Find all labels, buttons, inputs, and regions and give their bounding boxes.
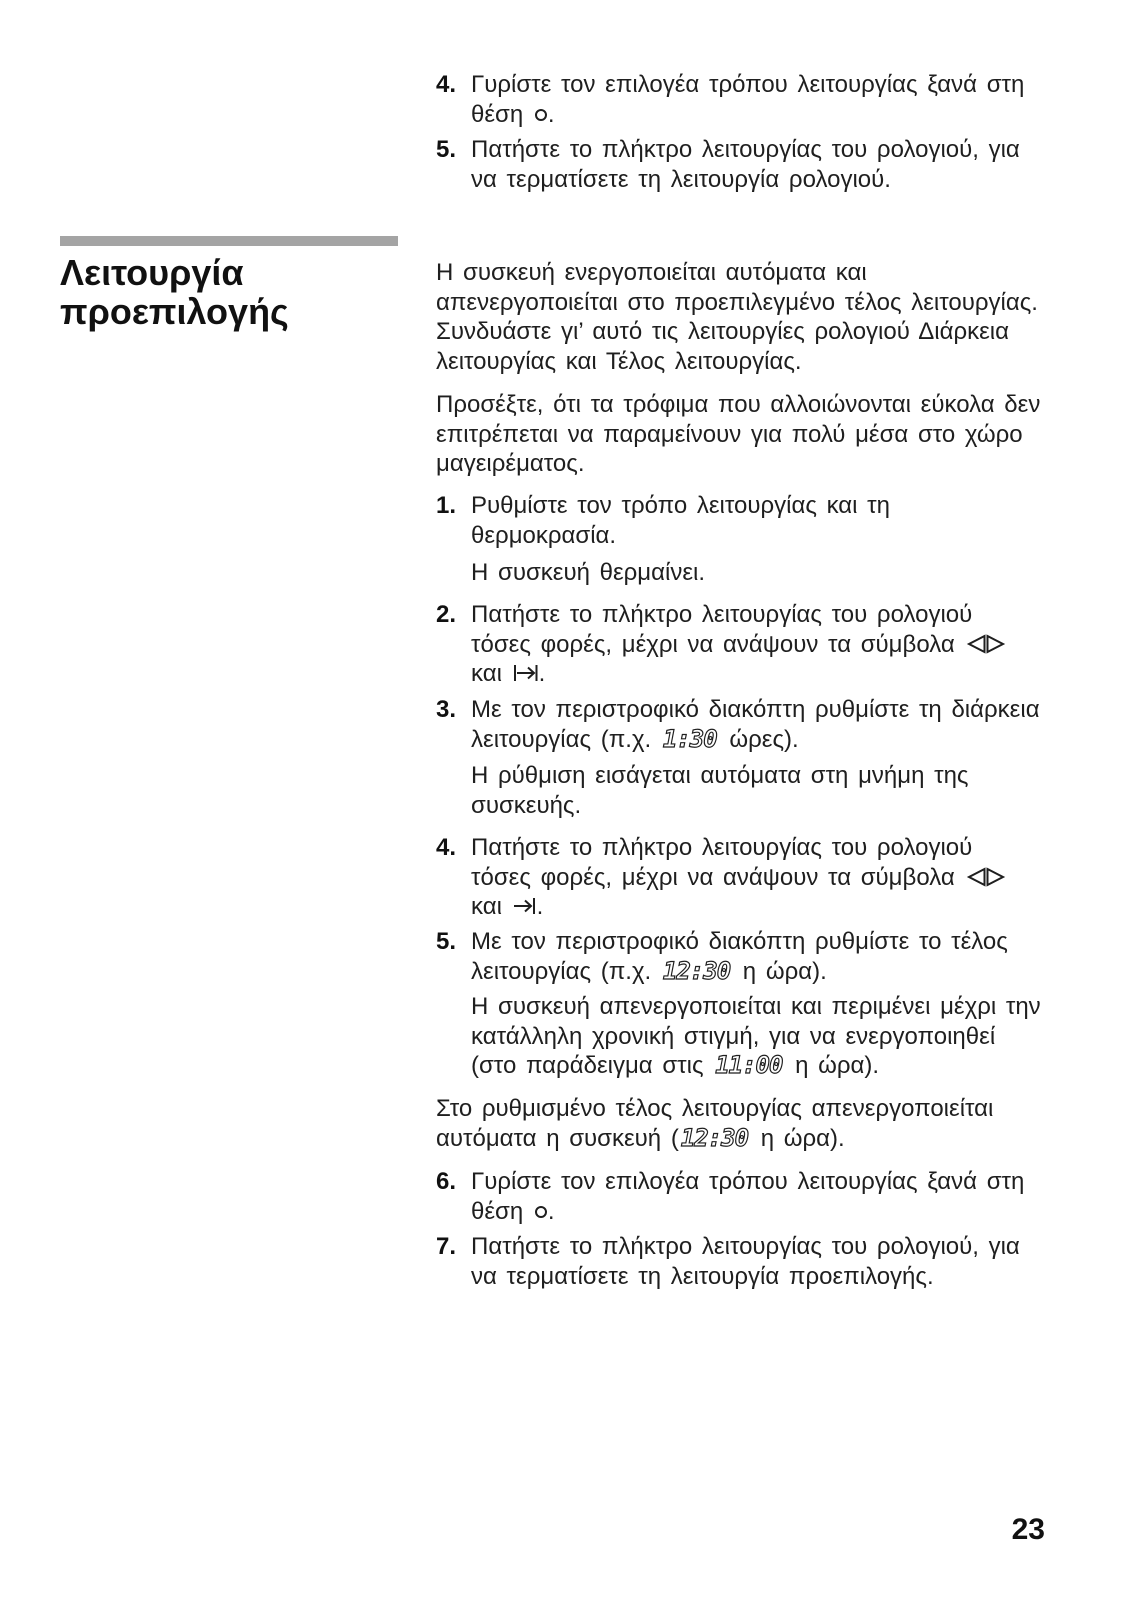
step-text-segment: Πατήστε το πλήκτρο λειτουργίας του ρολογιού τόσες φορές, μέχρι να ανάψουν τα σύμβολα	[471, 834, 973, 891]
section-title	[60, 253, 289, 331]
step-text: Πατήστε το πλήκτρο λειτουργίας του ρολογιού, για να τερματίσετε τη λειτουργία ρολογιού.	[471, 136, 1020, 193]
cooking-time-icon	[513, 663, 539, 683]
step-3-result: Η ρύθμιση εισάγεται αυτόματα στη μνήμη της συσκευής.	[471, 762, 969, 819]
previous-step-5	[436, 135, 1086, 194]
step-number: 5.	[436, 928, 457, 955]
step-text-segment: Με τον περιστροφικό διακόπτη ρυθμίστε τη διάρκεια λειτουργίας (π.χ.	[471, 696, 1040, 753]
step-number: 3.	[436, 696, 457, 723]
step-text	[471, 600, 1086, 689]
step-text	[471, 927, 1086, 986]
step-3	[436, 695, 1086, 754]
display-value: 1:30	[662, 724, 717, 753]
step-text	[471, 833, 1086, 922]
step-text-middle: και	[471, 893, 502, 920]
step-5	[436, 927, 1086, 986]
step-7	[436, 1232, 1086, 1291]
note-text-segment: Στο ρυθμισμένο τέλος λειτουργίας απενεργοποιείται αυτόματα η συσκευή (	[436, 1095, 994, 1152]
display-value: 12:30	[662, 956, 731, 985]
step-number: 4.	[436, 71, 457, 98]
end-time-icon	[513, 896, 537, 916]
step-number: 7.	[436, 1233, 457, 1260]
step-text: Ρυθμίστε τον τρόπο λειτουργίας και τη θερμοκρασία.	[471, 492, 890, 549]
outward-triangles-icon	[966, 634, 1006, 654]
step-2	[436, 600, 1086, 689]
step-5-result	[471, 992, 1086, 1081]
off-position-icon	[534, 1205, 548, 1219]
page-number: 23	[1011, 1513, 1045, 1546]
step-6	[436, 1167, 1086, 1226]
step-text-segment: Πατήστε το πλήκτρο λειτουργίας του ρολογιού τόσες φορές, μέχρι να ανάψουν τα σύμβολα	[471, 601, 973, 658]
step-text-end: .	[536, 893, 544, 920]
display-value: 12:30	[680, 1123, 749, 1152]
step-4	[436, 833, 1086, 922]
section-title-line-1: Λειτουργία	[60, 252, 244, 293]
step-text-segment: Γυρίστε τον επιλογέα τρόπου λειτουργίας ξανά στη θέση	[471, 71, 1025, 128]
step-text-segment: Γυρίστε τον επιλογέα τρόπου λειτουργίας ξανά στη θέση	[471, 1168, 1025, 1225]
step-number: 5.	[436, 136, 457, 163]
step-1	[436, 491, 1086, 550]
step-text-middle: και	[471, 660, 502, 687]
step-text: Πατήστε το πλήκτρο λειτουργίας του ρολογιού, για να τερματίσετε τη λειτουργία προεπιλογής.	[471, 1233, 1020, 1290]
intro-paragraph: Η συσκευή ενεργοποιείται αυτόματα και απενεργοποιείται στο προεπιλεγμένο τέλος λειτουργίας. Συνδυάστε γι’ αυτό τις λειτουργίες ρολογιού Διάρκεια λειτουργίας και Τέλος λειτουργίας.	[436, 259, 1038, 375]
step-number: 6.	[436, 1168, 457, 1195]
step-text-end: .	[538, 660, 546, 687]
step-text-end: ώρες).	[719, 725, 799, 753]
warning-paragraph: Προσέξτε, ότι τα τρόφιμα που αλλοιώνονται εύκολα δεν επιτρέπεται να παραμείνουν για πολύ μέσα στο χώρο μαγειρέματος.	[436, 391, 1041, 477]
off-position-icon	[534, 108, 548, 122]
section-title-line-2: προεπιλογής	[60, 291, 289, 332]
step-1-result: Η συσκευή θερμαίνει.	[471, 559, 706, 586]
step-number: 4.	[436, 834, 457, 861]
outward-triangles-icon	[966, 867, 1006, 887]
note-text-end: η ώρα).	[751, 1124, 845, 1152]
section-divider-bar	[60, 236, 398, 246]
step-text-end: η ώρα).	[733, 957, 827, 985]
display-value: 11:00	[715, 1051, 783, 1079]
result-text-segment: Η συσκευή απενεργοποιείται και περιμένει μέχρι την κατάλληλη χρονική στιγμή, για να ενεργοποιηθεί (στο παράδειγμα στις	[471, 993, 1041, 1079]
result-text-end: η ώρα).	[785, 1052, 880, 1079]
step-number: 2.	[436, 601, 457, 628]
step-text-end: .	[547, 1197, 555, 1225]
previous-step-4	[436, 70, 1086, 129]
step-text	[471, 1167, 1086, 1226]
step-number: 1.	[436, 492, 457, 519]
step-text	[471, 695, 1086, 754]
step-text-end: .	[547, 100, 555, 128]
auto-off-paragraph	[436, 1094, 1086, 1153]
step-text	[471, 70, 1086, 129]
step-text-segment: Με τον περιστροφικό διακόπτη ρυθμίστε το τέλος λειτουργίας (π.χ.	[471, 928, 1008, 985]
